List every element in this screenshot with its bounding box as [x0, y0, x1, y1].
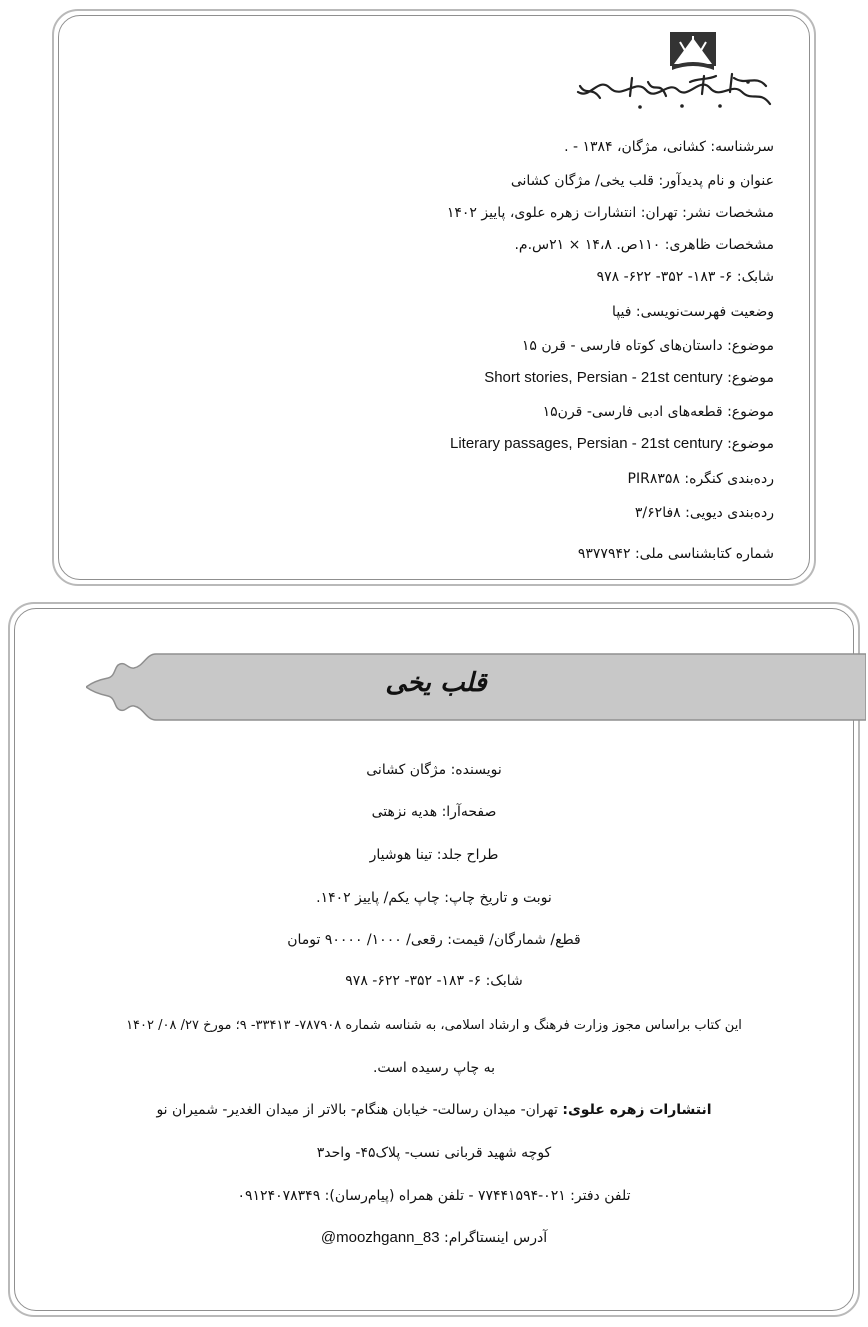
cip-heading-value: کشانی، مژگان، ۱۳۸۴ - . [564, 139, 706, 155]
credit-license-line2: به چاپ رسیده است. [372, 1060, 496, 1076]
cip-status-label: وضعیت فهرست‌نویسی: [635, 304, 774, 320]
credit-edition-label: نوبت و تاریخ چاپ: [444, 890, 552, 906]
cip-title-label: عنوان و نام پدیدآور: [658, 173, 774, 189]
cip-isbn-row [597, 267, 774, 287]
credit-format [20, 930, 848, 950]
credit-layout-value: هدیه نزهتی [371, 804, 438, 820]
cip-national-value: ۹۳۷۷۹۴۲ [577, 546, 631, 562]
credit-phone: تلفن دفتر: ۰۲۱-۷۷۴۴۱۵۹۴ - تلفن همراه (پیام‌رسان): ۰۹۱۲۴۰۷۸۳۴۹ [237, 1188, 631, 1204]
cip-status-value: فیپا [612, 304, 632, 320]
credit-format-label: قطع/ شمارگان/ قیمت: [447, 932, 581, 948]
credit-address-line2: کوچه شهید قربانی نسب- پلاک۴۵- واحد۳ [316, 1145, 552, 1161]
cip-dewey-value: ۸فا۳/۶۲ [634, 505, 681, 521]
cip-subject4-value: Literary passages, Persian - 21st century [449, 435, 723, 452]
cip-subject4-row [450, 434, 774, 454]
credit-author [20, 760, 848, 780]
credit-address-line1: تهران- میدان رسالت- خیابان هنگام- بالاتر از میدان الغدیر- شمیران نو [156, 1102, 558, 1118]
cip-physical-label: مشخصات ظاهری: [664, 237, 774, 253]
cip-subject-label: موضوع: [727, 436, 774, 452]
cip-title-value: قلب یخی/ مژگان کشانی [510, 173, 654, 189]
credit-cover-value: تینا هوشیار [369, 847, 433, 863]
cip-heading-row [564, 137, 774, 157]
cip-subject2-row [484, 368, 774, 388]
credit-isbn [20, 971, 848, 991]
credit-format-value: رقعی/ ۱۰۰۰/ ۹۰۰۰۰ تومان [287, 932, 443, 948]
cip-subject-label: موضوع: [727, 370, 774, 386]
cip-publisher-row [447, 203, 774, 223]
credit-publisher-name: انتشارات زهره علوی: [562, 1102, 712, 1118]
cip-subject3-value: قطعه‌های ادبی فارسی- قرن۱۵ [542, 404, 723, 420]
cip-heading-label: سرشناسه: [710, 139, 774, 155]
cip-lc-row [628, 469, 774, 489]
cip-publisher-value: تهران: انتشارات زهره علوی، پاییز ۱۴۰۲ [446, 205, 678, 221]
credit-isbn-label: شابک: [485, 973, 523, 989]
cip-lc-value: PIR۸۳۵۸ [627, 471, 680, 487]
cip-subject-label: موضوع: [727, 338, 774, 354]
book-title: قلب یخی [385, 668, 487, 698]
credit-layout-label: صفحه‌آرا: [441, 804, 497, 820]
credit-edition [20, 888, 848, 908]
credit-cover [20, 845, 848, 865]
cip-title-row [511, 171, 774, 191]
cip-national-label: شماره کتابشناسی ملی: [634, 546, 774, 562]
cip-subject-label: موضوع: [727, 404, 774, 420]
credit-edition-value: چاپ یکم/ پاییز ۱۴۰۲. [316, 890, 440, 906]
cip-lc-label: رده‌بندی کنگره: [684, 471, 774, 487]
cip-national-row [578, 544, 774, 564]
credit-license-line1: این کتاب براساس مجوز وزارت فرهنگ و ارشاد اسلامی، به شناسه شماره ۷۸۷۹۰۸- ۳۳۴۱۳- ۹؛ مورخ ۲۷/ ۰۸/ ۱۴۰۲ [126, 1018, 742, 1033]
cip-physical-row [514, 235, 774, 255]
cip-dewey-row [635, 503, 774, 523]
credit-author-value: مژگان کشانی [366, 762, 447, 778]
credit-instagram-label: آدرس اینستاگرام: [444, 1230, 548, 1246]
cip-isbn-label: شابک: [736, 269, 774, 285]
credit-instagram-value: @moozhgann_83 [320, 1229, 440, 1246]
cip-isbn-value: ۶- ۱۸۳- ۳۵۲- ۶۲۲- ۹۷۸ [596, 269, 733, 285]
credit-isbn-value: ۶- ۱۸۳- ۳۵۲- ۶۲۲- ۹۷۸ [345, 973, 482, 989]
cip-subject3-row [543, 402, 774, 422]
credit-cover-label: طراح جلد: [436, 847, 499, 863]
cip-physical-value: ۱۱۰ص. ۱۴،۸ × ۲۱س.م. [514, 237, 661, 253]
credit-layout [20, 802, 848, 822]
cip-subject1-value: داستان‌های کوتاه فارسی - قرن ۱۵ [521, 338, 723, 354]
credit-publisher-address [20, 1100, 848, 1120]
cip-subject2-value: Short stories, Persian - 21st century [484, 369, 723, 386]
credit-author-label: نویسنده: [450, 762, 502, 778]
cip-subject1-row [522, 336, 774, 356]
cip-dewey-label: رده‌بندی دیویی: [685, 505, 774, 521]
national-library-logo-icon [570, 30, 780, 112]
cip-publisher-label: مشخصات نشر: [682, 205, 774, 221]
credit-instagram [20, 1228, 848, 1248]
cip-status-row [612, 302, 774, 322]
